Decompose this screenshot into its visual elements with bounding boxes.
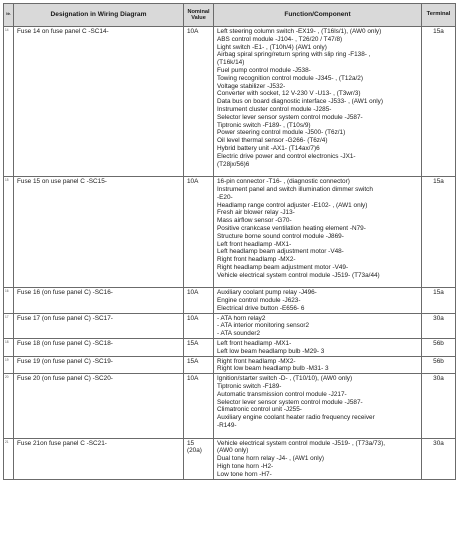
nominal-value-line: 10A (187, 289, 199, 297)
nominal-value (184, 27, 214, 177)
row-number: 20 (4, 374, 14, 438)
function-component-list (214, 438, 422, 479)
table-header-row (4, 4, 456, 27)
component-line: Auxiliary coolant pump relay -J496- (217, 289, 317, 297)
row-number: 18 (4, 339, 14, 357)
component-line: High tone horn -H2- (217, 463, 274, 471)
fuse-designation: Fuse 18 (on fuse panel C) -SC18- (14, 339, 184, 357)
component-line: Left front headlamp -MX1- (217, 240, 292, 248)
terminal: 56b (422, 339, 456, 357)
component-line: Right front headlamp -MX2- (217, 357, 296, 365)
fuse-designation: Fuse 20 (on fuse panel C) -SC20- (14, 374, 184, 438)
terminal: 30a (422, 438, 456, 479)
component-line: Right low beam headlamp bulb -M31- 3 (217, 365, 329, 373)
nominal-value (184, 313, 214, 338)
function-component-list (214, 288, 422, 313)
nominal-value-line: 10A (187, 314, 199, 322)
component-line: Light switch -E1- , (T10h/4) (AW1 only) (217, 43, 327, 51)
component-line: Power steering control module -J500- (T6z/1) (217, 129, 346, 137)
nominal-value-line: 15A (187, 357, 199, 365)
terminal: 15a (422, 288, 456, 313)
component-line: Electric drive power and control electronics -JX1- (217, 152, 356, 160)
terminal: 56b (422, 356, 456, 374)
component-line: Auxiliary engine coolant heater radio frequency receiver (217, 414, 375, 422)
component-line: - ATA horn relay2 (217, 314, 266, 322)
table-row (4, 438, 456, 479)
fuse-designation: Fuse 14 on fuse panel C -SC14- (14, 27, 184, 177)
terminal: 15a (422, 177, 456, 288)
row-number: 19 (4, 356, 14, 374)
component-line: Instrument cluster control module -J285- (217, 105, 332, 113)
fuse-assignment-table (3, 3, 456, 480)
spacer (217, 168, 418, 176)
component-line: Automatic transmission control module -J217- (217, 390, 347, 398)
component-line: Selector lever sensor system control module -J587- (217, 398, 363, 406)
component-line: Hybrid battery unit -AX1- (T14ax/7)6 (217, 144, 320, 152)
component-line: Engine control module -J623- (217, 297, 301, 305)
component-line: Dual tone horn relay -J4- , (AW1 only) (217, 455, 325, 463)
component-line: (T28jx/56)6 (217, 160, 250, 168)
row-number: 21 (4, 438, 14, 479)
nominal-value-line: 15A (187, 340, 199, 348)
table-row (4, 339, 456, 357)
table-row (4, 177, 456, 288)
component-line: Fuel pump control module -J538- (217, 66, 311, 74)
component-line: -E20- (217, 193, 233, 201)
row-number: 14 (4, 27, 14, 177)
table-row (4, 27, 456, 177)
nominal-value (184, 177, 214, 288)
component-line: - ATA sounder2 (217, 330, 261, 338)
function-component-list (214, 27, 422, 177)
terminal: 15a (422, 27, 456, 177)
fuse-designation: Fuse 19 (on fuse panel C) -SC19- (14, 356, 184, 374)
component-line: -R149- (217, 422, 237, 430)
component-line: Airbag spiral spring/return spring with slip ring -F138- , (217, 51, 371, 59)
header-designation: Designation in Wiring Diagram (14, 4, 184, 27)
component-line: 16-pin connector -T16- , (diagnostic connector) (217, 178, 350, 186)
component-line: Tiptronic switch -F189- , (T10s/9) (217, 121, 311, 129)
component-line: Instrument panel and switch illumination dimmer switch (217, 185, 373, 193)
component-line: Fresh air blower relay -J13- (217, 209, 295, 217)
component-line: ABS control module -J104- , T26/20 / T47/8) (217, 35, 343, 43)
component-line: Electrical drive button -E656- 6 (217, 304, 305, 312)
spacer (217, 280, 418, 288)
nominal-value (184, 356, 214, 374)
component-line: Mass airflow sensor -G70- (217, 217, 292, 225)
component-line: Vehicle electrical system control module -J519- , (T73a/73), (217, 439, 386, 447)
table-row (4, 288, 456, 313)
component-line: Oil level thermal sensor -G266- (T6z/4) (217, 137, 328, 145)
component-line: Ignition/starter switch -D- , (T10/10), (AW0 only) (217, 375, 353, 383)
component-line: Data bus on board diagnostic interface -J533- , (AW1 only) (217, 98, 384, 106)
component-line: (AW0 only) (217, 447, 249, 455)
terminal: 30a (422, 374, 456, 438)
fuse-designation: Fuse 16 (on fuse panel C) -SC16- (14, 288, 184, 313)
table-row (4, 356, 456, 374)
component-line: Right front headlamp -MX2- (217, 256, 296, 264)
header-number: Nr. (4, 4, 14, 27)
component-line: (T16k/14) (217, 59, 245, 67)
fuse-designation: Fuse 17 (on fuse panel C) -SC17- (14, 313, 184, 338)
nominal-value-line: 10A (187, 375, 199, 383)
component-line: Vehicle electrical system control module -J519- (T73a/44) (217, 271, 380, 279)
component-line: Converter with socket, 12 V-230 V -U13- , (T3wr/3) (217, 90, 361, 98)
function-component-list (214, 313, 422, 338)
component-line: Tiptronic switch -F189- (217, 383, 282, 391)
component-line: Right headlamp beam adjustment motor -V49- (217, 263, 349, 271)
spacer (217, 430, 418, 438)
fuse-designation: Fuse 15 on use panel C -SC15- (14, 177, 184, 288)
nominal-value-line: (20a) (187, 447, 202, 455)
component-line: Headlamp range control adjuster -E102- , (AW1 only) (217, 201, 368, 209)
nominal-value (184, 438, 214, 479)
table-row (4, 313, 456, 338)
header-function-component: Function/Component (214, 4, 422, 27)
component-line: Left headlamp beam adjustment motor -V48- (217, 248, 344, 256)
component-line: Left steering column switch -EX19- , (T16ls/1), (AW0 only) (217, 28, 382, 35)
component-line: Low tone horn -H7- (217, 470, 272, 478)
component-line: Climatronic control unit -J255- (217, 406, 302, 414)
nominal-value-line: 15 (187, 439, 195, 447)
nominal-value-line: 10A (187, 28, 199, 35)
component-line: Towing recognition control module -J345- , (T12a/2) (217, 74, 363, 82)
nominal-value (184, 288, 214, 313)
component-line: Left front headlamp -MX1- (217, 340, 292, 348)
function-component-list (214, 177, 422, 288)
component-line: - ATA interior monitoring sensor2 (217, 322, 310, 330)
function-component-list (214, 374, 422, 438)
component-line: Structure borne sound control module -J869- (217, 232, 344, 240)
nominal-value (184, 374, 214, 438)
function-component-list (214, 356, 422, 374)
function-component-list (214, 339, 422, 357)
fuse-designation: Fuse 21on fuse panel C -SC21- (14, 438, 184, 479)
table-row (4, 374, 456, 438)
nominal-value (184, 339, 214, 357)
nominal-value-line: 10A (187, 178, 199, 186)
header-nominal-value: Nominal Value (184, 4, 214, 27)
component-line: Voltage stabilizer -J532- (217, 82, 286, 90)
terminal: 30a (422, 313, 456, 338)
row-number: 15 (4, 177, 14, 288)
component-line: Selector lever sensor system control module -J587- (217, 113, 363, 121)
component-line: Positive crankcase ventilation heating element -N79- (217, 224, 366, 232)
component-line: Left low beam headlamp bulb -M29- 3 (217, 347, 325, 355)
row-number: 16 (4, 288, 14, 313)
row-number: 17 (4, 313, 14, 338)
header-terminal: Terminal (422, 4, 456, 27)
